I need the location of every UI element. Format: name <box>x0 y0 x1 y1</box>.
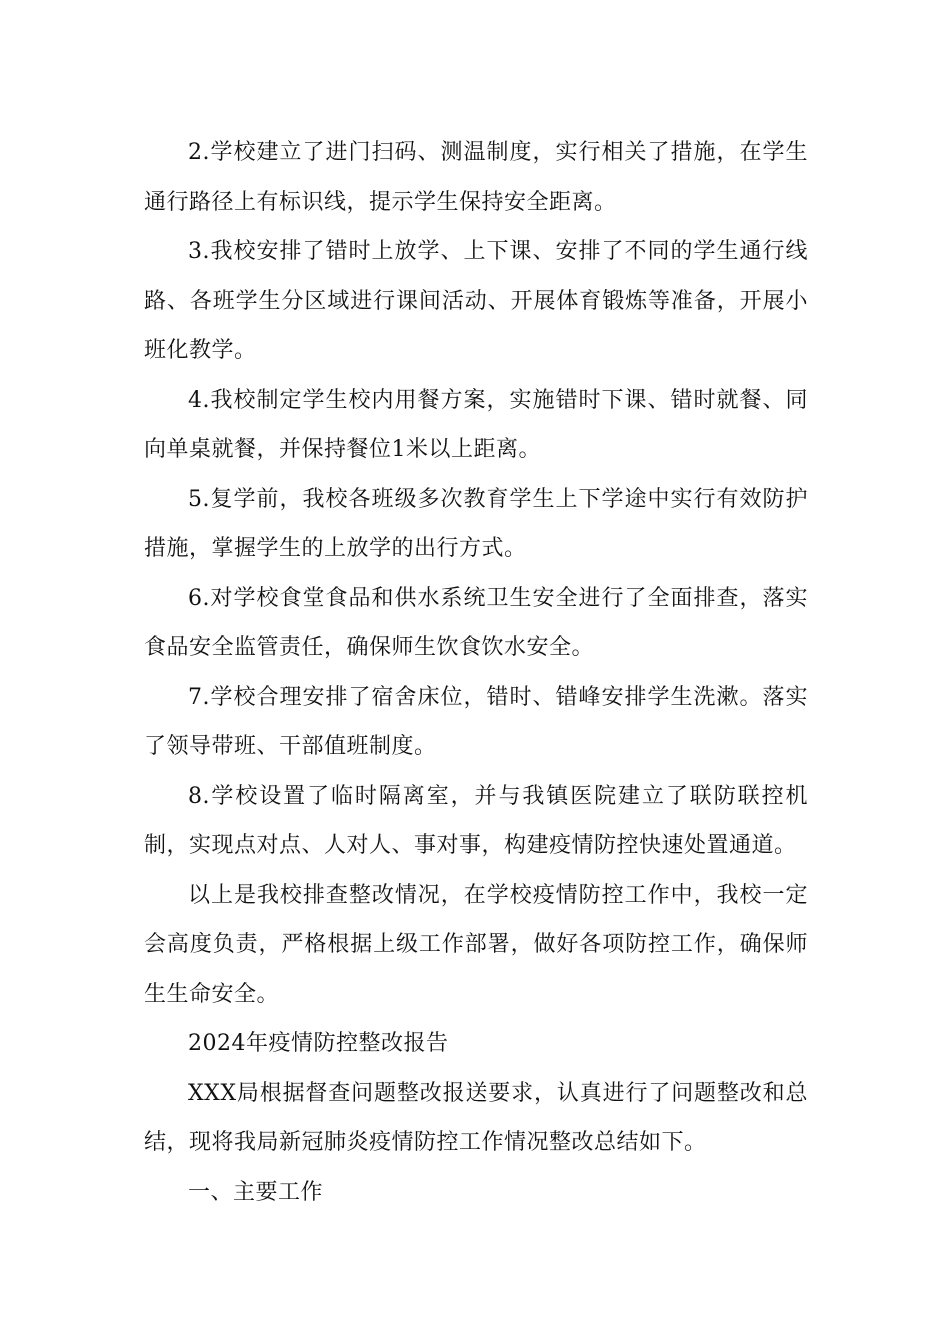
paragraph-item-8: 8.学校设置了临时隔离室，并与我镇医院建立了联防联控机制，实现点对点、人对人、事对事，构建疫情防控快速处置通道。 <box>144 783 808 858</box>
section-heading: 一、主要工作 <box>188 1179 324 1205</box>
paragraph-item-5: 5.复学前，我校各班级多次教育学生上下学途中实行有效防护措施，掌握学生的上放学的出行方式。 <box>144 486 808 561</box>
document-body <box>144 128 808 1217</box>
paragraph-summary: 以上是我校排查整改情况，在学校疫情防控工作中，我校一定会高度负责，严格根据上级工作部署，做好各项防控工作，确保师生生命安全。 <box>144 882 808 1007</box>
paragraph-item-4: 4.我校制定学生校内用餐方案，实施错时下课、错时就餐、同向单桌就餐，并保持餐位1米以上距离。 <box>144 387 808 462</box>
paragraph-item-7: 7.学校合理安排了宿舍床位，错时、错峰安排学生洗漱。落实了领导带班、干部值班制度。 <box>144 684 808 759</box>
paragraph-item-6: 6.对学校食堂食品和供水系统卫生安全进行了全面排查，落实食品安全监管责任，确保师生饮食饮水安全。 <box>144 585 808 660</box>
paragraph-item-3: 3.我校安排了错时上放学、上下课、安排了不同的学生通行线路、各班学生分区域进行课间活动、开展体育锻炼等准备，开展小班化教学。 <box>144 239 808 363</box>
paragraph-intro: XXX局根据督查问题整改报送要求，认真进行了问题整改和总结，现将我局新冠肺炎疫情防控工作情况整改总结如下。 <box>144 1080 808 1155</box>
report-title: 2024年疫情防控整改报告 <box>188 1031 449 1056</box>
paragraph-item-2: 2.学校建立了进门扫码、测温制度，实行相关了措施，在学生通行路径上有标识线，提示学生保持安全距离。 <box>144 140 808 215</box>
